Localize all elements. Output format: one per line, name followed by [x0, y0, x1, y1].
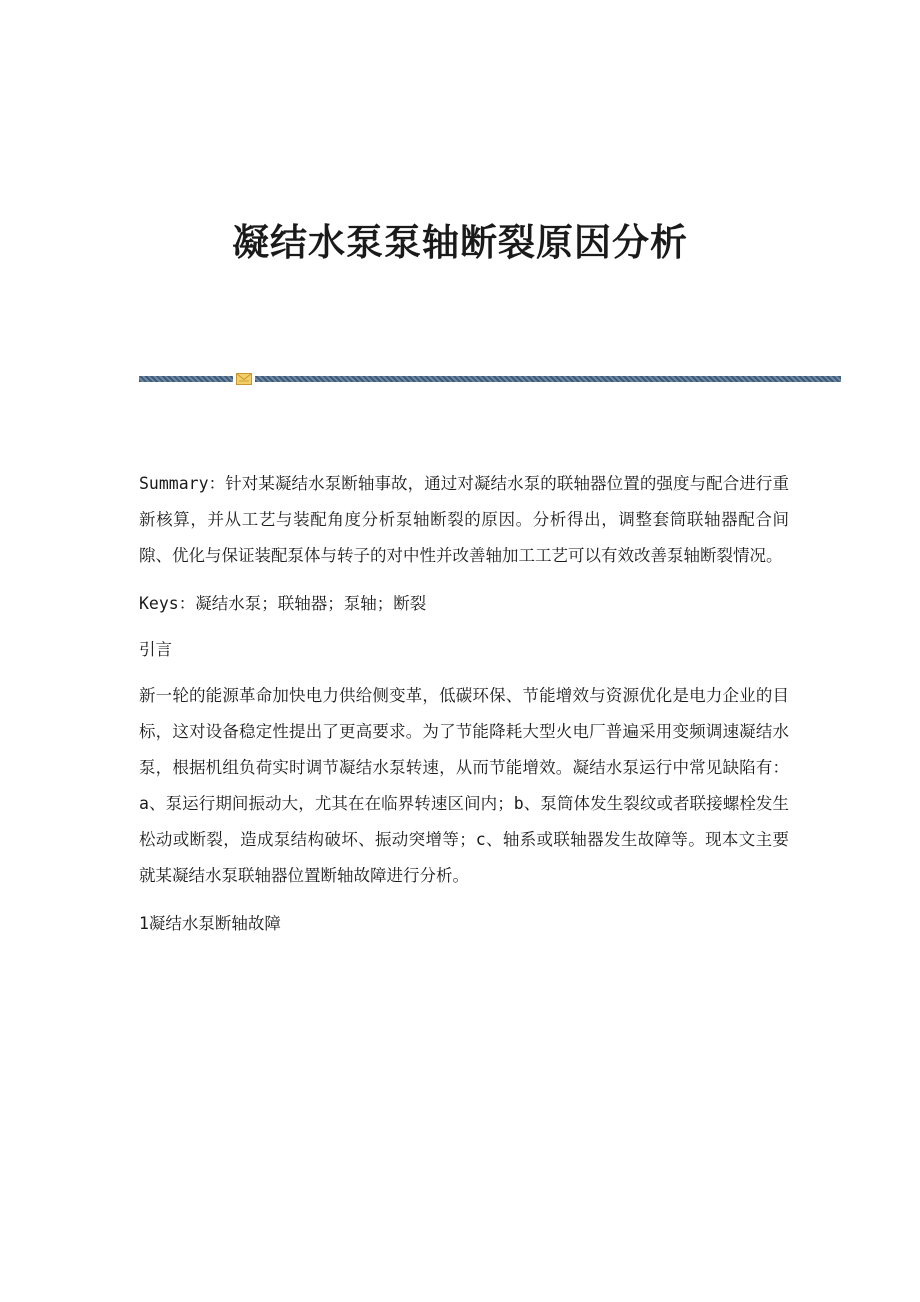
- keywords-line: Keys：凝结水泵；联轴器；泵轴；断裂: [139, 594, 427, 613]
- intro-paragraph: 新一轮的能源革命加快电力供给侧变革，低碳环保、节能增效与资源优化是电力企业的目标，这对设备稳定性提出了更高要求。为了节能降耗大型火电厂普遍采用变频调速凝结水泵，根据机组负荷实时调节凝结水泵转速，从而节能增效。凝结水泵运行中常见缺陷有：a、泵运行期间振动大，尤其在在临界转速区间内；b、泵筒体发生裂纹或者联接螺栓发生松动或断裂，造成泵结构破坏、振动突增等；c、轴系或联轴器发生故障等。现本文主要就某凝结水泵联轴器位置断轴故障进行分析。: [139, 686, 789, 885]
- section-1-heading: 1凝结水泵断轴故障: [139, 914, 281, 933]
- document-body: [139, 466, 789, 954]
- document-title: 凝结水泵泵轴断裂原因分析: [232, 220, 688, 264]
- title-divider: [139, 373, 841, 385]
- summary-paragraph: Summary：针对某凝结水泵断轴事故，通过对凝结水泵的联轴器位置的强度与配合进行重新核算，并从工艺与装配角度分析泵轴断裂的原因。分析得出，调整套筒联轴器配合间隙、优化与保证装配泵体与转子的对中性并改善轴加工工艺可以有效改善泵轴断裂情况。: [139, 474, 789, 565]
- divider-bar-left: [139, 376, 233, 382]
- envelope-ornament-icon: [236, 373, 252, 385]
- intro-heading: 引言: [139, 640, 172, 659]
- divider-bar-right: [255, 376, 841, 382]
